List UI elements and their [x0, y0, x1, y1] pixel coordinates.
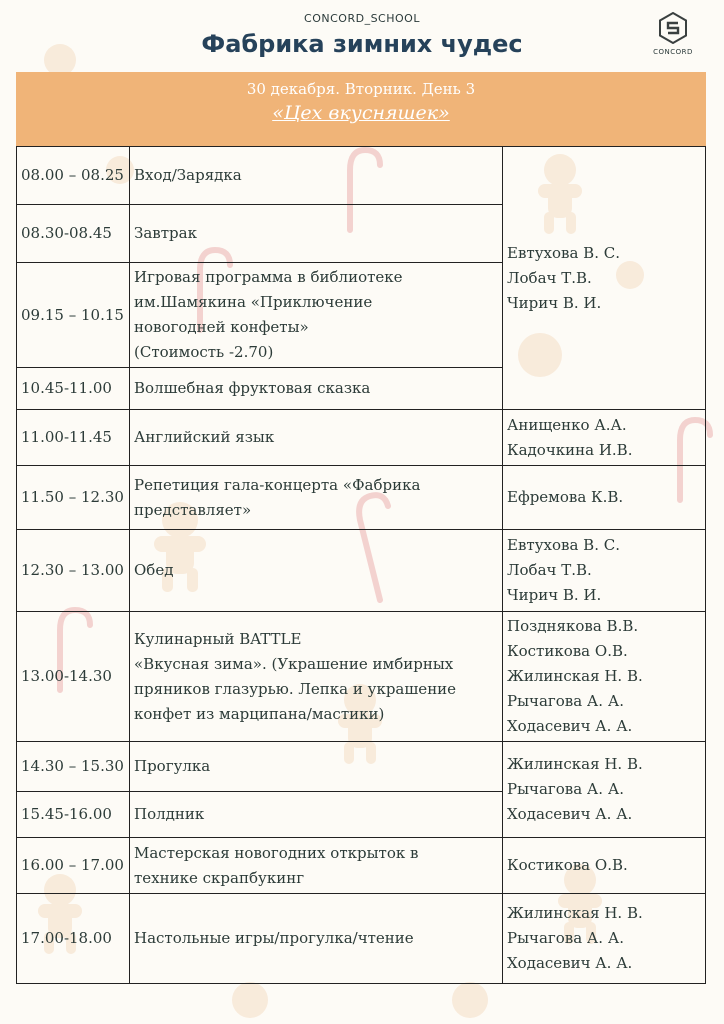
- activity-cell: [130, 466, 503, 530]
- table-row: [17, 742, 706, 792]
- activity-cell: Обед: [130, 530, 503, 612]
- activity-cell: Английский язык: [130, 410, 503, 466]
- logo-text: CONCORD: [653, 48, 693, 56]
- activity-line: Кулинарный BATTLE: [134, 629, 302, 648]
- staff-name: Кадочкина И.В.: [507, 440, 633, 459]
- activity-line: им.Шамякина «Приключение: [134, 293, 373, 311]
- staff-name: Лобач Т.В.: [507, 561, 592, 579]
- time-cell: 11.00-11.45: [17, 410, 130, 466]
- brand-name: CONCORD_SCHOOL: [304, 12, 420, 25]
- time-cell: 16.00 – 17.00: [17, 838, 130, 894]
- time-cell: 17.00-18.00: [17, 894, 130, 984]
- time-cell: 10.45-11.00: [17, 368, 130, 410]
- staff-name: Жилинская Н. В.: [507, 667, 643, 685]
- activity-line: технике скрапбукинг: [134, 868, 305, 887]
- staff-name: Ходасевич А. А.: [507, 954, 633, 972]
- activity-line: пряников глазурью. Лепка и украшение: [134, 679, 457, 698]
- table-row: [17, 894, 706, 984]
- staff-cell: [503, 612, 706, 742]
- staff-name: Чирич В. И.: [507, 586, 602, 604]
- activity-cell: [130, 838, 503, 894]
- staff-cell: Костикова О.В.: [503, 838, 706, 894]
- activity-cell: Вход/Зарядка: [130, 147, 503, 205]
- concord-logo-icon: [658, 12, 688, 44]
- activity-line: Репетиция гала-концерта «Фабрика: [134, 475, 421, 494]
- time-cell: 13.00-14.30: [17, 612, 130, 742]
- time-text: 08.00 – 08.25: [21, 166, 124, 184]
- activity-cell: Настольные игры/прогулка/чтение: [130, 894, 503, 984]
- staff-name: Рычагова А. А.: [507, 692, 624, 710]
- staff-name: Лобач Т.В.: [507, 268, 592, 287]
- staff-name: Жилинская Н. В.: [507, 904, 643, 922]
- day-banner: [16, 72, 706, 146]
- orange-icon: [452, 982, 488, 1018]
- staff-cell: [503, 742, 706, 838]
- time-cell: 09.15 – 10.15: [17, 263, 130, 368]
- page-title: Фабрика зимних чудес: [201, 30, 523, 58]
- staff-name: Чирич В. И.: [507, 293, 602, 312]
- staff-name: Костикова О.В.: [507, 642, 628, 660]
- time-cell: 08.30-08.45: [17, 205, 130, 263]
- activity-line: (Стоимость -2.70): [134, 343, 274, 361]
- activity-line: Мастерская новогодних открыток в: [134, 843, 419, 862]
- table-row: [17, 147, 706, 205]
- table-row: [17, 612, 706, 742]
- activity-line: новогодней конфеты»: [134, 318, 309, 336]
- activity-cell: Волшебная фруктовая сказка: [130, 368, 503, 410]
- time-cell: 12.30 – 13.00: [17, 530, 130, 612]
- activity-line: Игровая программа в библиотеке: [134, 268, 403, 286]
- staff-name: Евтухова В. С.: [507, 536, 620, 554]
- staff-name: Рычагова А. А.: [507, 929, 624, 947]
- activity-cell: Завтрак: [130, 205, 503, 263]
- activity-line: «Вкусная зима». (Украшение имбирных: [134, 654, 454, 673]
- orange-icon: [232, 982, 268, 1018]
- staff-name: Рычагова А. А.: [507, 780, 624, 798]
- activity-line: конфет из марципана/мастики): [134, 704, 385, 723]
- table-row: [17, 466, 706, 530]
- table-row: [17, 838, 706, 894]
- table-row: [17, 530, 706, 612]
- activity-line: представляет»: [134, 500, 252, 519]
- staff-name: Анищенко А.А.: [507, 415, 627, 434]
- concord-logo: [652, 12, 694, 56]
- activity-cell: [130, 263, 503, 368]
- activity-cell: [130, 612, 503, 742]
- time-cell: 14.30 – 15.30: [17, 742, 130, 792]
- schedule-table: [16, 146, 706, 984]
- staff-name: Позднякова В.В.: [507, 617, 639, 635]
- staff-name: Жилинская Н. В.: [507, 755, 643, 773]
- staff-cell: [503, 894, 706, 984]
- staff-cell: [503, 147, 706, 410]
- banner-date: 30 декабря. Вторник. День 3: [246, 80, 476, 98]
- staff-cell: Ефремова К.В.: [503, 466, 706, 530]
- staff-cell: [503, 530, 706, 612]
- staff-cell: [503, 410, 706, 466]
- time-cell: 15.45-16.00: [17, 792, 130, 838]
- staff-name: Ходасевич А. А.: [507, 805, 633, 823]
- staff-name: Ходасевич А. А.: [507, 717, 633, 735]
- staff-name: Евтухова В. С.: [507, 243, 620, 262]
- activity-cell: Полдник: [130, 792, 503, 838]
- time-cell: 11.50 – 12.30: [17, 466, 130, 530]
- time-cell: [17, 147, 130, 205]
- activity-cell: Прогулка: [130, 742, 503, 792]
- table-row: [17, 410, 706, 466]
- banner-event-title: «Цех вкусняшек»: [272, 102, 450, 124]
